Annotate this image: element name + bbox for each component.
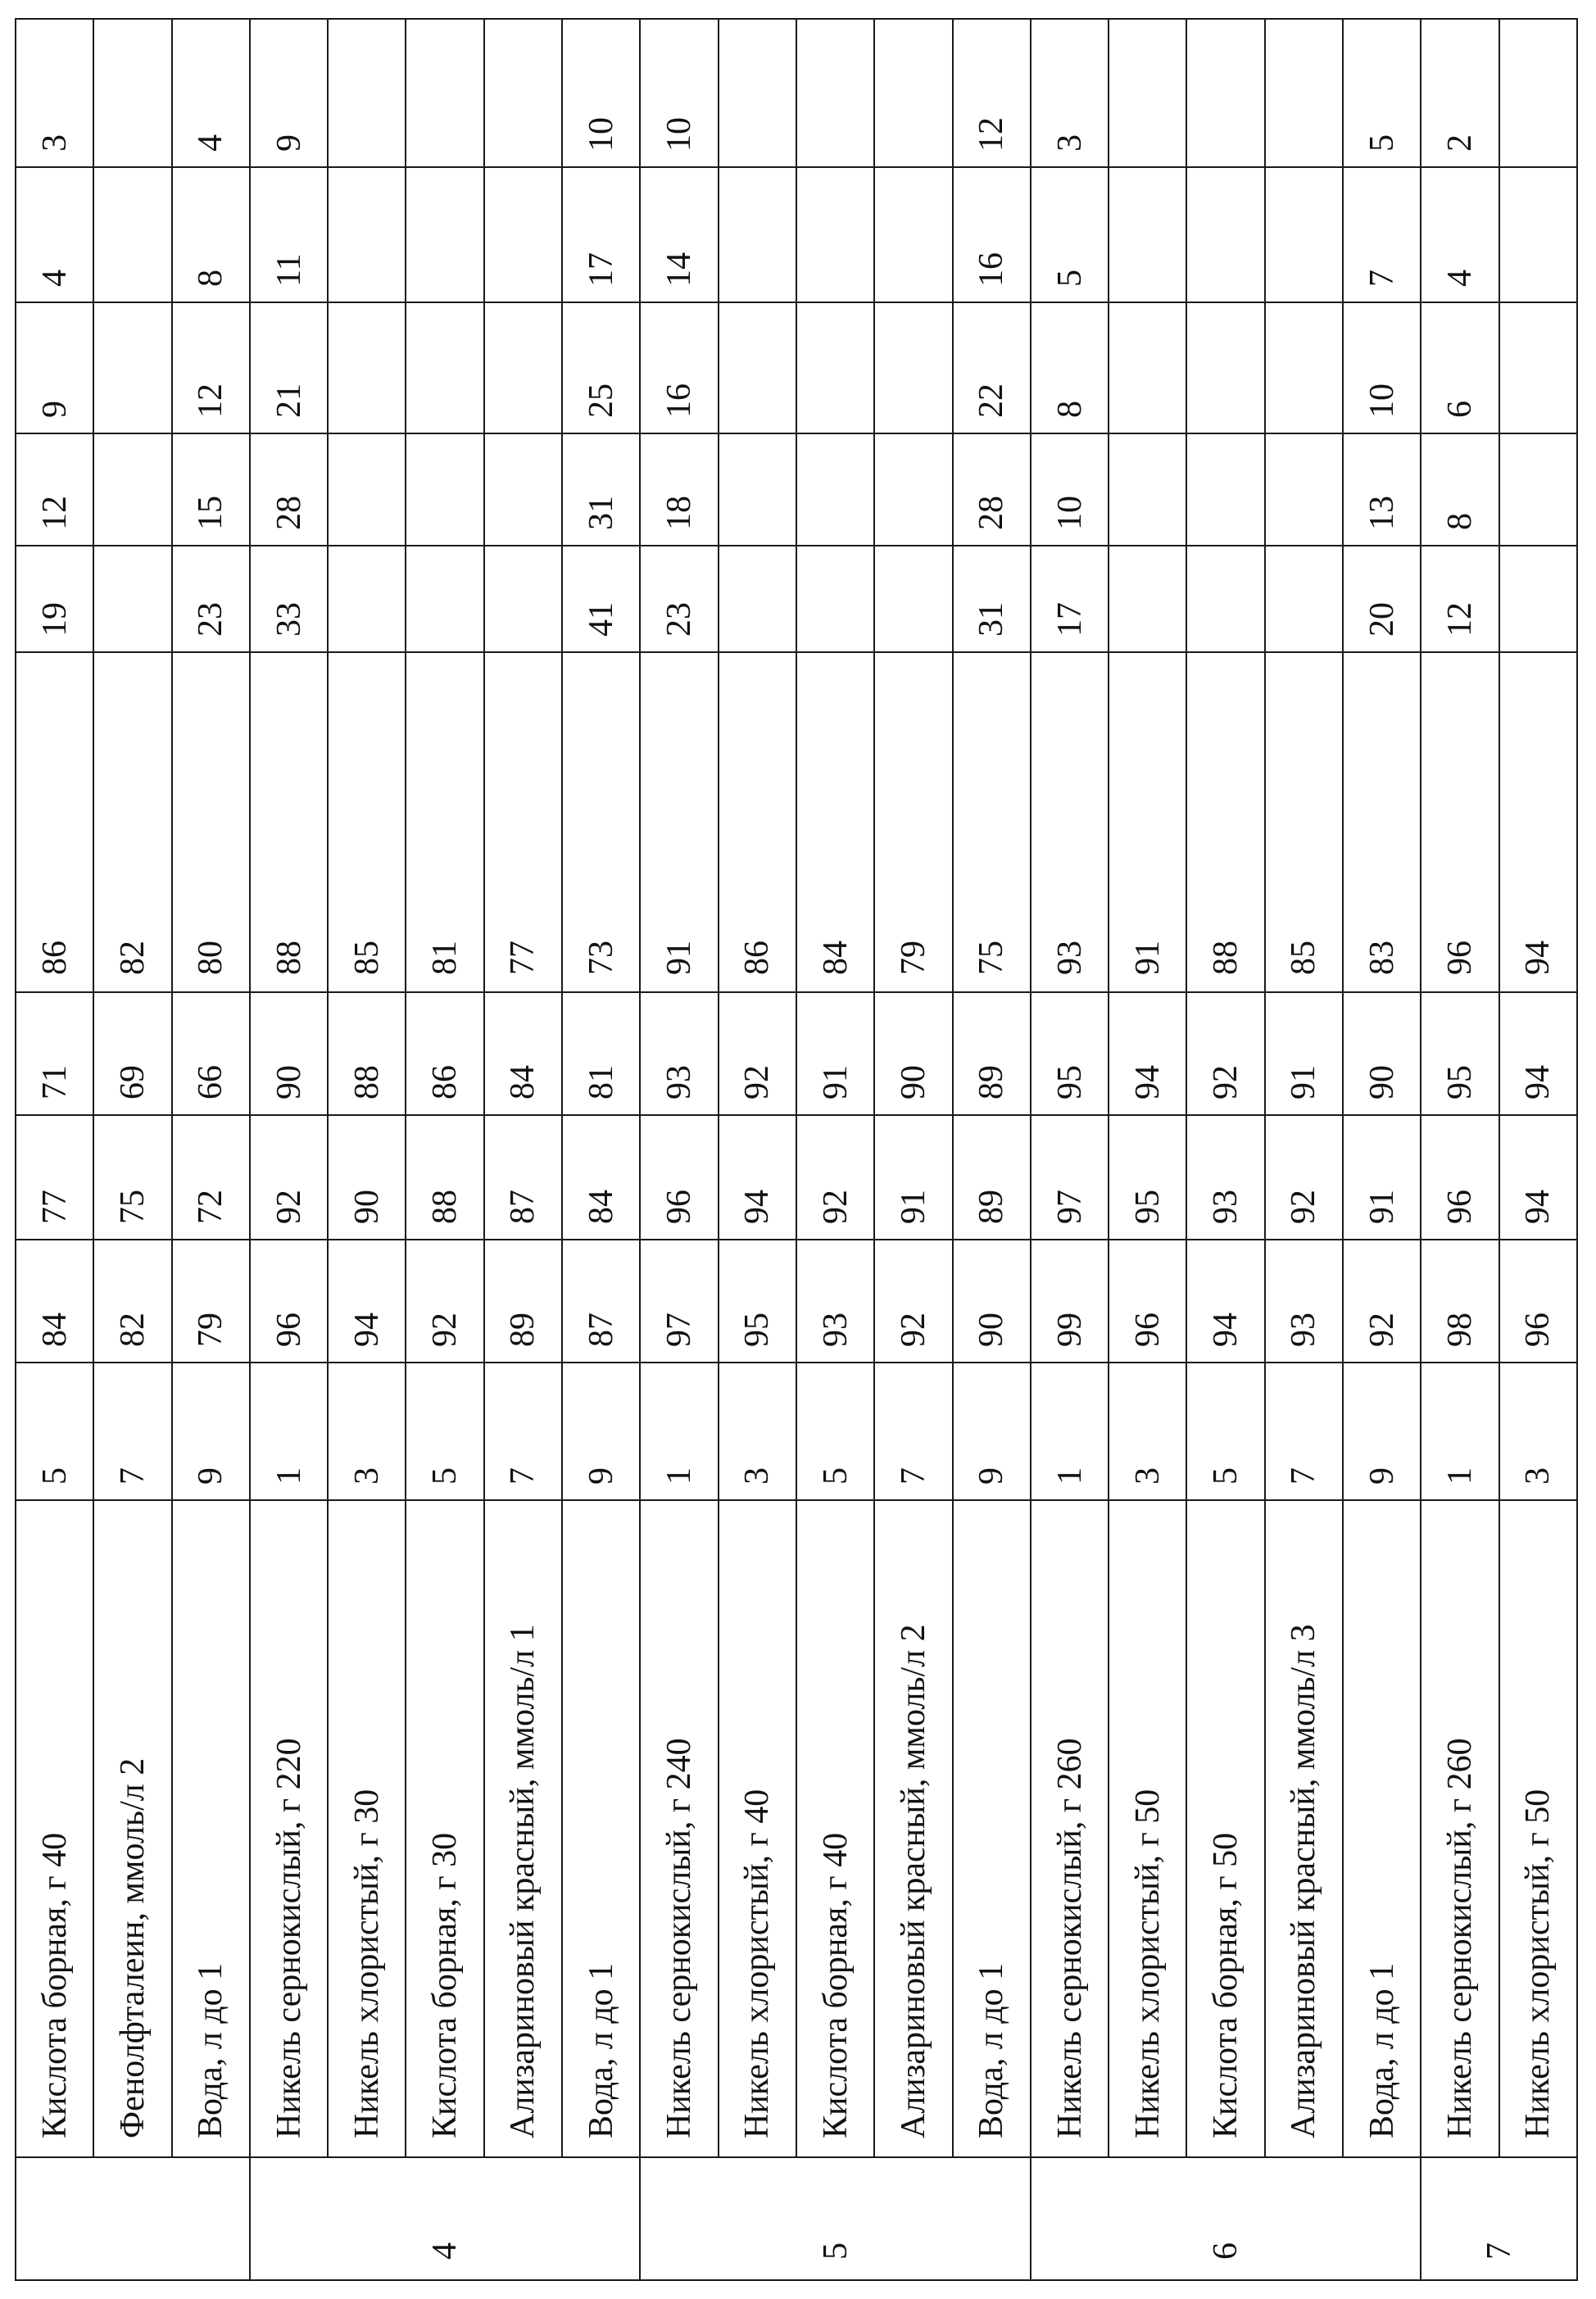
value-cell (1499, 19, 1577, 167)
value-cell: 5 (1031, 167, 1109, 302)
component-cell: Вода, л до 1 (953, 1500, 1031, 2157)
value-cell (328, 167, 406, 302)
value-cell: 28 (250, 433, 328, 546)
value-cell: 86 (719, 652, 796, 992)
value-cell (874, 433, 952, 546)
table-row (1031, 19, 1109, 2280)
value-cell: 72 (172, 1115, 250, 1240)
value-cell (719, 302, 796, 433)
value-cell: 10 (640, 19, 718, 167)
value-cell (93, 167, 171, 302)
value-cell: 97 (640, 1240, 718, 1363)
value-cell: 93 (1186, 1115, 1264, 1240)
value-cell: 8 (1421, 433, 1499, 546)
component-cell: Вода, л до 1 (172, 1500, 250, 2157)
value-cell: 93 (1031, 652, 1109, 992)
value-cell: 89 (484, 1240, 562, 1363)
group-number-cell: 4 (250, 2157, 640, 2280)
group-number-cell (16, 2157, 250, 2280)
value-cell: 93 (1265, 1240, 1343, 1363)
value-cell: 3 (16, 19, 93, 167)
value-cell: 93 (640, 992, 718, 1115)
component-cell: Кислота борная, г 40 (16, 1500, 93, 2157)
ph-cell: 7 (874, 1363, 952, 1500)
table-body (16, 19, 1577, 2280)
table-row (250, 19, 328, 2280)
value-cell (1109, 546, 1186, 652)
ph-cell: 3 (719, 1363, 796, 1500)
value-cell: 28 (953, 433, 1031, 546)
value-cell (1186, 19, 1264, 167)
value-cell: 95 (719, 1240, 796, 1363)
value-cell (484, 546, 562, 652)
value-cell (93, 546, 171, 652)
component-cell: Вода, л до 1 (562, 1500, 640, 2157)
ph-cell: 9 (1343, 1363, 1421, 1500)
value-cell: 8 (172, 167, 250, 302)
table-row (953, 19, 1031, 2280)
value-cell: 12 (172, 302, 250, 433)
ph-cell: 1 (250, 1363, 328, 1500)
value-cell: 92 (719, 992, 796, 1115)
ph-cell: 9 (172, 1363, 250, 1500)
value-cell (796, 433, 874, 546)
table-row (406, 19, 483, 2280)
value-cell: 91 (1265, 992, 1343, 1115)
value-cell: 71 (16, 992, 93, 1115)
value-cell: 88 (406, 1115, 483, 1240)
value-cell: 97 (1031, 1115, 1109, 1240)
value-cell: 23 (172, 546, 250, 652)
value-cell: 79 (874, 652, 952, 992)
value-cell: 77 (16, 1115, 93, 1240)
value-cell (328, 302, 406, 433)
value-cell (1499, 302, 1577, 433)
value-cell (1265, 546, 1343, 652)
value-cell: 94 (1186, 1240, 1264, 1363)
value-cell: 5 (1343, 19, 1421, 167)
value-cell: 16 (953, 167, 1031, 302)
value-cell: 11 (250, 167, 328, 302)
value-cell: 69 (93, 992, 171, 1115)
value-cell: 10 (562, 19, 640, 167)
value-cell: 91 (796, 992, 874, 1115)
value-cell: 17 (1031, 546, 1109, 652)
value-cell (796, 19, 874, 167)
value-cell: 82 (93, 652, 171, 992)
value-cell (406, 433, 483, 546)
table-row (796, 19, 874, 2280)
value-cell: 31 (562, 433, 640, 546)
value-cell: 92 (1343, 1240, 1421, 1363)
value-cell (1265, 19, 1343, 167)
value-cell (719, 19, 796, 167)
value-cell: 95 (1031, 992, 1109, 1115)
value-cell (328, 19, 406, 167)
value-cell: 88 (328, 992, 406, 1115)
value-cell: 92 (1265, 1115, 1343, 1240)
value-cell (1499, 433, 1577, 546)
component-cell: Ализариновый красный, ммоль/л 1 (484, 1500, 562, 2157)
value-cell: 95 (1421, 992, 1499, 1115)
value-cell (1499, 167, 1577, 302)
table-row (172, 19, 250, 2280)
value-cell: 66 (172, 992, 250, 1115)
table-row (16, 19, 93, 2280)
page (0, 0, 1596, 2299)
value-cell: 6 (1421, 302, 1499, 433)
value-cell: 92 (250, 1115, 328, 1240)
value-cell: 18 (640, 433, 718, 546)
table-row (93, 19, 171, 2280)
value-cell: 19 (16, 546, 93, 652)
value-cell: 2 (1421, 19, 1499, 167)
value-cell (406, 167, 483, 302)
value-cell (93, 19, 171, 167)
value-cell: 87 (484, 1115, 562, 1240)
value-cell: 81 (406, 652, 483, 992)
value-cell: 94 (1109, 992, 1186, 1115)
value-cell: 95 (1109, 1115, 1186, 1240)
value-cell: 89 (953, 992, 1031, 1115)
value-cell: 92 (1186, 992, 1264, 1115)
ph-cell: 5 (16, 1363, 93, 1500)
value-cell: 87 (562, 1240, 640, 1363)
value-cell (719, 167, 796, 302)
value-cell: 84 (16, 1240, 93, 1363)
value-cell: 85 (328, 652, 406, 992)
ph-cell: 1 (1421, 1363, 1499, 1500)
table-row (1265, 19, 1343, 2280)
component-cell: Ализариновый красный, ммоль/л 3 (1265, 1500, 1343, 2157)
ph-cell: 5 (1186, 1363, 1264, 1500)
rotated-table-wrapper (15, 20, 1578, 2281)
value-cell (406, 302, 483, 433)
value-cell: 15 (172, 433, 250, 546)
value-cell: 80 (172, 652, 250, 992)
component-cell: Вода, л до 1 (1343, 1500, 1421, 2157)
group-number-cell: 5 (640, 2157, 1030, 2280)
value-cell: 86 (406, 992, 483, 1115)
value-cell (484, 167, 562, 302)
ph-cell: 3 (328, 1363, 406, 1500)
value-cell: 88 (1186, 652, 1264, 992)
value-cell (874, 167, 952, 302)
value-cell: 84 (484, 992, 562, 1115)
value-cell: 99 (1031, 1240, 1109, 1363)
value-cell (1186, 546, 1264, 652)
component-cell: Никель хлористый, г 50 (1109, 1500, 1186, 2157)
component-cell: Кислота борная, г 50 (1186, 1500, 1264, 2157)
value-cell: 31 (953, 546, 1031, 652)
value-cell: 33 (250, 546, 328, 652)
value-cell: 96 (1421, 1115, 1499, 1240)
table-row (1186, 19, 1264, 2280)
value-cell (1186, 433, 1264, 546)
value-cell (1186, 302, 1264, 433)
value-cell: 75 (93, 1115, 171, 1240)
value-cell: 41 (562, 546, 640, 652)
value-cell: 96 (1109, 1240, 1186, 1363)
ph-cell: 7 (93, 1363, 171, 1500)
component-cell: Фенолфталеин, ммоль/л 2 (93, 1500, 171, 2157)
value-cell: 9 (250, 19, 328, 167)
value-cell (1109, 433, 1186, 546)
table-row (328, 19, 406, 2280)
value-cell: 84 (796, 652, 874, 992)
component-cell: Никель сернокислый, г 260 (1031, 1500, 1109, 2157)
value-cell (328, 546, 406, 652)
table-row (640, 19, 718, 2280)
value-cell (1265, 302, 1343, 433)
value-cell: 92 (406, 1240, 483, 1363)
value-cell: 79 (172, 1240, 250, 1363)
results-table (15, 18, 1578, 2281)
component-cell: Никель хлористый, г 50 (1499, 1500, 1577, 2157)
value-cell: 96 (640, 1115, 718, 1240)
value-cell: 73 (562, 652, 640, 992)
component-cell: Ализариновый красный, ммоль/л 2 (874, 1500, 952, 2157)
ph-cell: 7 (1265, 1363, 1343, 1500)
table-row (484, 19, 562, 2280)
group-number-cell: 7 (1421, 2157, 1577, 2280)
value-cell (93, 433, 171, 546)
ph-cell: 1 (640, 1363, 718, 1500)
value-cell: 96 (250, 1240, 328, 1363)
value-cell: 93 (796, 1240, 874, 1363)
ph-cell: 9 (562, 1363, 640, 1500)
group-number-cell: 6 (1031, 2157, 1421, 2280)
ph-cell: 5 (796, 1363, 874, 1500)
component-cell: Никель хлористый, г 30 (328, 1500, 406, 2157)
value-cell (1109, 19, 1186, 167)
value-cell (719, 546, 796, 652)
table-row (1343, 19, 1421, 2280)
value-cell (874, 19, 952, 167)
value-cell: 12 (1421, 546, 1499, 652)
value-cell (874, 546, 952, 652)
value-cell: 75 (953, 652, 1031, 992)
value-cell: 89 (953, 1115, 1031, 1240)
value-cell: 90 (953, 1240, 1031, 1363)
value-cell: 94 (328, 1240, 406, 1363)
value-cell: 9 (16, 302, 93, 433)
value-cell: 86 (16, 652, 93, 992)
value-cell (328, 433, 406, 546)
value-cell (484, 19, 562, 167)
value-cell: 82 (93, 1240, 171, 1363)
value-cell (406, 546, 483, 652)
component-cell: Никель сернокислый, г 220 (250, 1500, 328, 2157)
ph-cell: 1 (1031, 1363, 1109, 1500)
value-cell: 94 (1499, 992, 1577, 1115)
value-cell (484, 302, 562, 433)
value-cell (1109, 302, 1186, 433)
value-cell: 96 (1421, 652, 1499, 992)
value-cell: 91 (1109, 652, 1186, 992)
value-cell (874, 302, 952, 433)
value-cell: 90 (874, 992, 952, 1115)
value-cell: 7 (1343, 167, 1421, 302)
value-cell: 77 (484, 652, 562, 992)
value-cell: 90 (1343, 992, 1421, 1115)
value-cell: 91 (640, 652, 718, 992)
value-cell (484, 433, 562, 546)
value-cell: 92 (796, 1115, 874, 1240)
value-cell: 4 (172, 19, 250, 167)
value-cell (796, 302, 874, 433)
value-cell (1109, 167, 1186, 302)
value-cell: 16 (640, 302, 718, 433)
value-cell: 4 (1421, 167, 1499, 302)
value-cell: 10 (1031, 433, 1109, 546)
ph-cell: 7 (484, 1363, 562, 1500)
value-cell: 91 (1343, 1115, 1421, 1240)
value-cell (1186, 167, 1264, 302)
value-cell: 94 (1499, 652, 1577, 992)
table-row (1499, 19, 1577, 2280)
value-cell: 81 (562, 992, 640, 1115)
value-cell: 4 (16, 167, 93, 302)
value-cell (93, 302, 171, 433)
value-cell (796, 546, 874, 652)
value-cell: 85 (1265, 652, 1343, 992)
value-cell: 17 (562, 167, 640, 302)
value-cell: 3 (1031, 19, 1109, 167)
ph-cell: 9 (953, 1363, 1031, 1500)
component-cell: Никель хлористый, г 40 (719, 1500, 796, 2157)
table-row (562, 19, 640, 2280)
value-cell: 25 (562, 302, 640, 433)
value-cell: 12 (16, 433, 93, 546)
value-cell (1499, 546, 1577, 652)
value-cell: 96 (1499, 1240, 1577, 1363)
value-cell (796, 167, 874, 302)
value-cell (406, 19, 483, 167)
table-row (719, 19, 796, 2280)
value-cell: 20 (1343, 546, 1421, 652)
value-cell (1265, 433, 1343, 546)
value-cell: 83 (1343, 652, 1421, 992)
value-cell: 84 (562, 1115, 640, 1240)
value-cell: 14 (640, 167, 718, 302)
value-cell: 94 (1499, 1115, 1577, 1240)
ph-cell: 3 (1109, 1363, 1186, 1500)
value-cell: 13 (1343, 433, 1421, 546)
value-cell: 8 (1031, 302, 1109, 433)
value-cell: 10 (1343, 302, 1421, 433)
value-cell (719, 433, 796, 546)
ph-cell: 3 (1499, 1363, 1577, 1500)
component-cell: Никель сернокислый, г 240 (640, 1500, 718, 2157)
value-cell: 94 (719, 1115, 796, 1240)
table-row (874, 19, 952, 2280)
value-cell: 91 (874, 1115, 952, 1240)
value-cell: 23 (640, 546, 718, 652)
table-row (1109, 19, 1186, 2280)
ph-cell: 5 (406, 1363, 483, 1500)
value-cell: 92 (874, 1240, 952, 1363)
value-cell: 88 (250, 652, 328, 992)
value-cell: 21 (250, 302, 328, 433)
value-cell: 98 (1421, 1240, 1499, 1363)
component-cell: Кислота борная, г 40 (796, 1500, 874, 2157)
table-row (1421, 19, 1499, 2280)
value-cell: 22 (953, 302, 1031, 433)
value-cell (1265, 167, 1343, 302)
value-cell: 90 (328, 1115, 406, 1240)
component-cell: Никель сернокислый, г 260 (1421, 1500, 1499, 2157)
component-cell: Кислота борная, г 30 (406, 1500, 483, 2157)
value-cell: 90 (250, 992, 328, 1115)
value-cell: 12 (953, 19, 1031, 167)
